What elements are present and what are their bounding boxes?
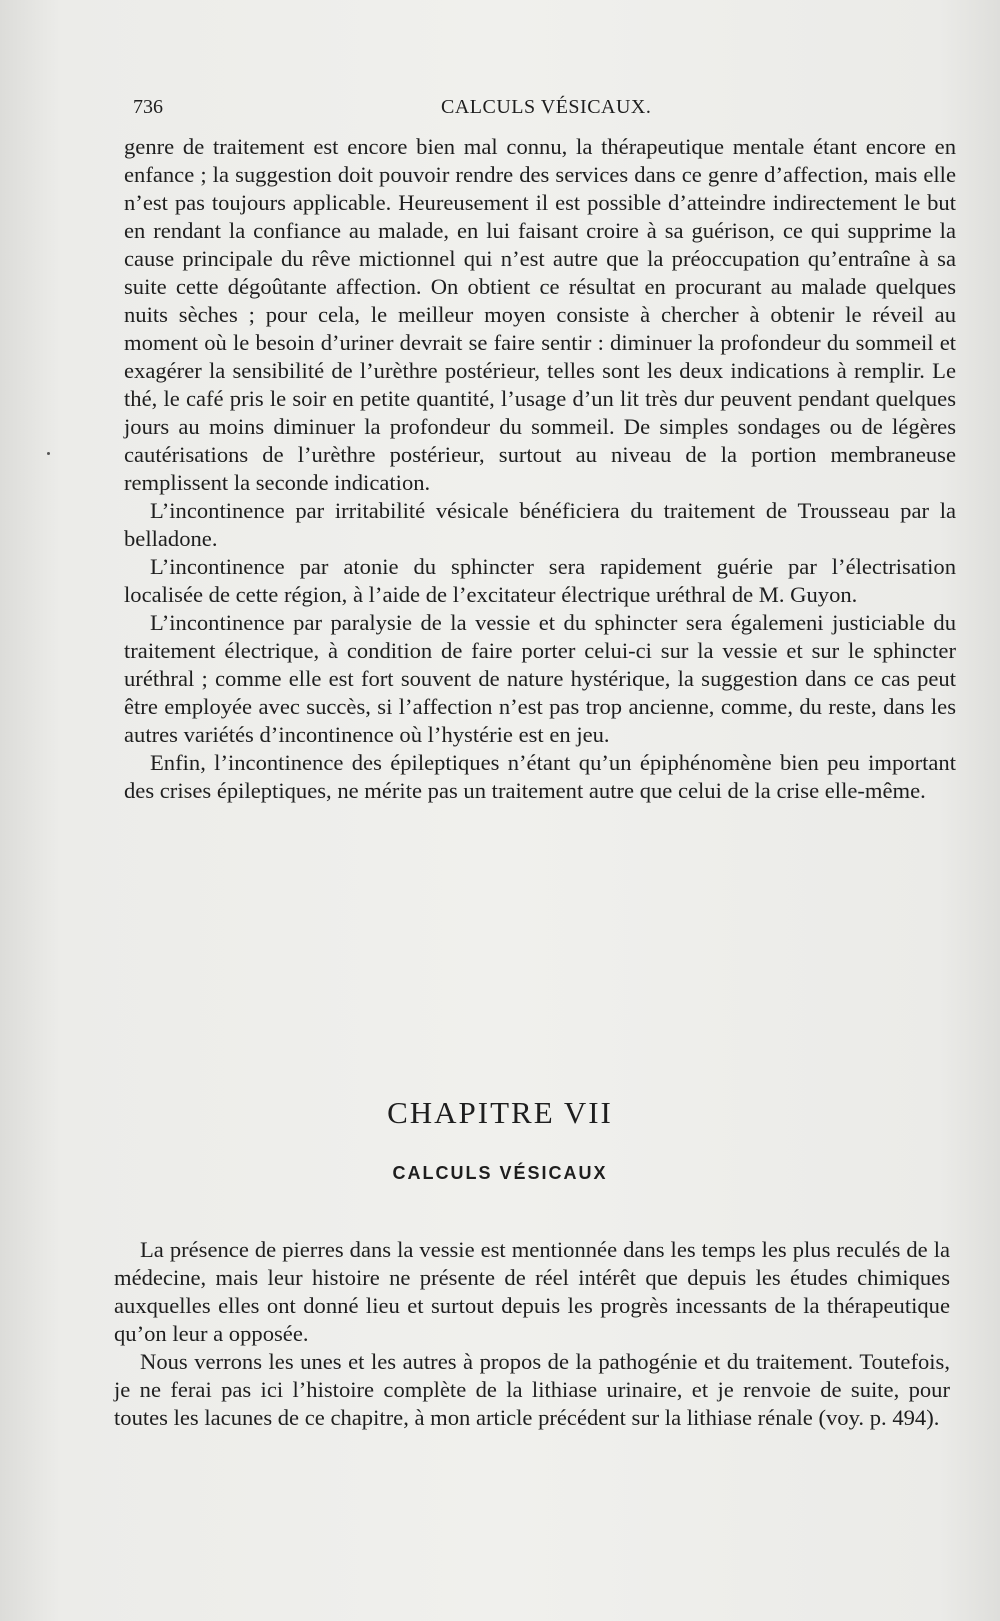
paragraph-continued-treatment: genre de traitement est encore bien mal connu, la thérapeutique mentale étant encore en enfance ; la suggestion doit pouvoir rendre des services dans ce genre d’affection, mais elle n’est pas toujours applicable. Heureusement il est possible d’atteindre indirectement le but en rendant la confiance au malade, en lui faisant croire à sa guérison, ce qui supprime la cause principale du rêve mictionnel qui n’est autre que la préoccupation qu’entraîne à sa suite cette dégoûtante affection. On obtient ce résultat en procurant au malade quelques nuits sèches ; pour cela, le meilleur moyen consiste à chercher à obtenir le réveil au moment où le besoin d’uriner devrait se faire sentir : diminuer la profondeur du sommeil et exagérer la sensibilité de l’urèthre postérieur, telles sont les deux indications à remplir. Le thé, le café pris le soir en petite quantité, l’usage d’un lit très dur peuvent pendant quelques jours au moins diminuer la profondeur du sommeil. De simples sondages ou de légères cautérisations de l’urèthre postérieur, surtout au niveau de la portion membraneuse remplissent la seconde indication. bbox=[124, 134, 956, 495]
treatment-text-block bbox=[124, 133, 956, 805]
paragraph-bladder-stones-history: La présence de pierres dans la vessie est mentionnée dans les temps les plus reculés de la médecine, mais leur histoire ne présente de réel intérêt que depuis les études chimiques auxquelles elles ont donné lieu et surtout depuis les progrès incessants de la thérapeutique qu’on leur a opposée. bbox=[114, 1237, 950, 1346]
paragraph-sphincter-atony: L’incontinence par atonie du sphincter sera rapidement guérie par l’électrisation localisée de cette région, à l’aide de l’excitateur électrique uréthral de M. Guyon. bbox=[124, 554, 956, 607]
paragraph-pathogeny-treatment: Nous verrons les unes et les autres à propos de la pathogénie et du traitement. Toutefois, je ne ferai pas ici l’histoire complète de la lithiase urinaire, et je renvoie de suite, pour toutes les lacunes de ce chapitre, à mon article précédent sur la lithiase rénale (voy. p. 494). bbox=[114, 1349, 950, 1430]
page-number: 736 bbox=[133, 96, 163, 118]
stray-ink-mark bbox=[47, 452, 50, 455]
paragraph-vesical-irritability: L’incontinence par irritabilité vésicale bénéficiera du traitement de Trousseau par la belladone. bbox=[124, 498, 956, 551]
paragraph-paralysis: L’incontinence par paralysie de la vessie et du sphincter sera égalemeni justiciable du traitement électrique, à condition de faire porter celui-ci sur la vessie et sur le sphincter uréthral ; comme elle est fort souvent de nature hystérique, la suggestion dans ce cas peut être employée avec succès, si l’affection n’est pas trop ancienne, comme, du reste, dans les autres variétés d’incontinence où l’hystérie est en jeu. bbox=[124, 610, 956, 747]
running-head bbox=[133, 96, 953, 126]
chapter-title: CHAPITRE VII bbox=[387, 1095, 613, 1130]
running-title: CALCULS VÉSICAUX. bbox=[441, 96, 652, 118]
paragraph-epileptics: Enfin, l’incontinence des épileptiques n’étant qu’un épiphénomène bien peu important des crises épileptiques, ne mérite pas un traitement autre que celui de la crise elle-même. bbox=[124, 750, 956, 803]
chapter-intro-block bbox=[114, 1236, 950, 1432]
chapter-subtitle: CALCULS VÉSICAUX bbox=[392, 1163, 608, 1183]
